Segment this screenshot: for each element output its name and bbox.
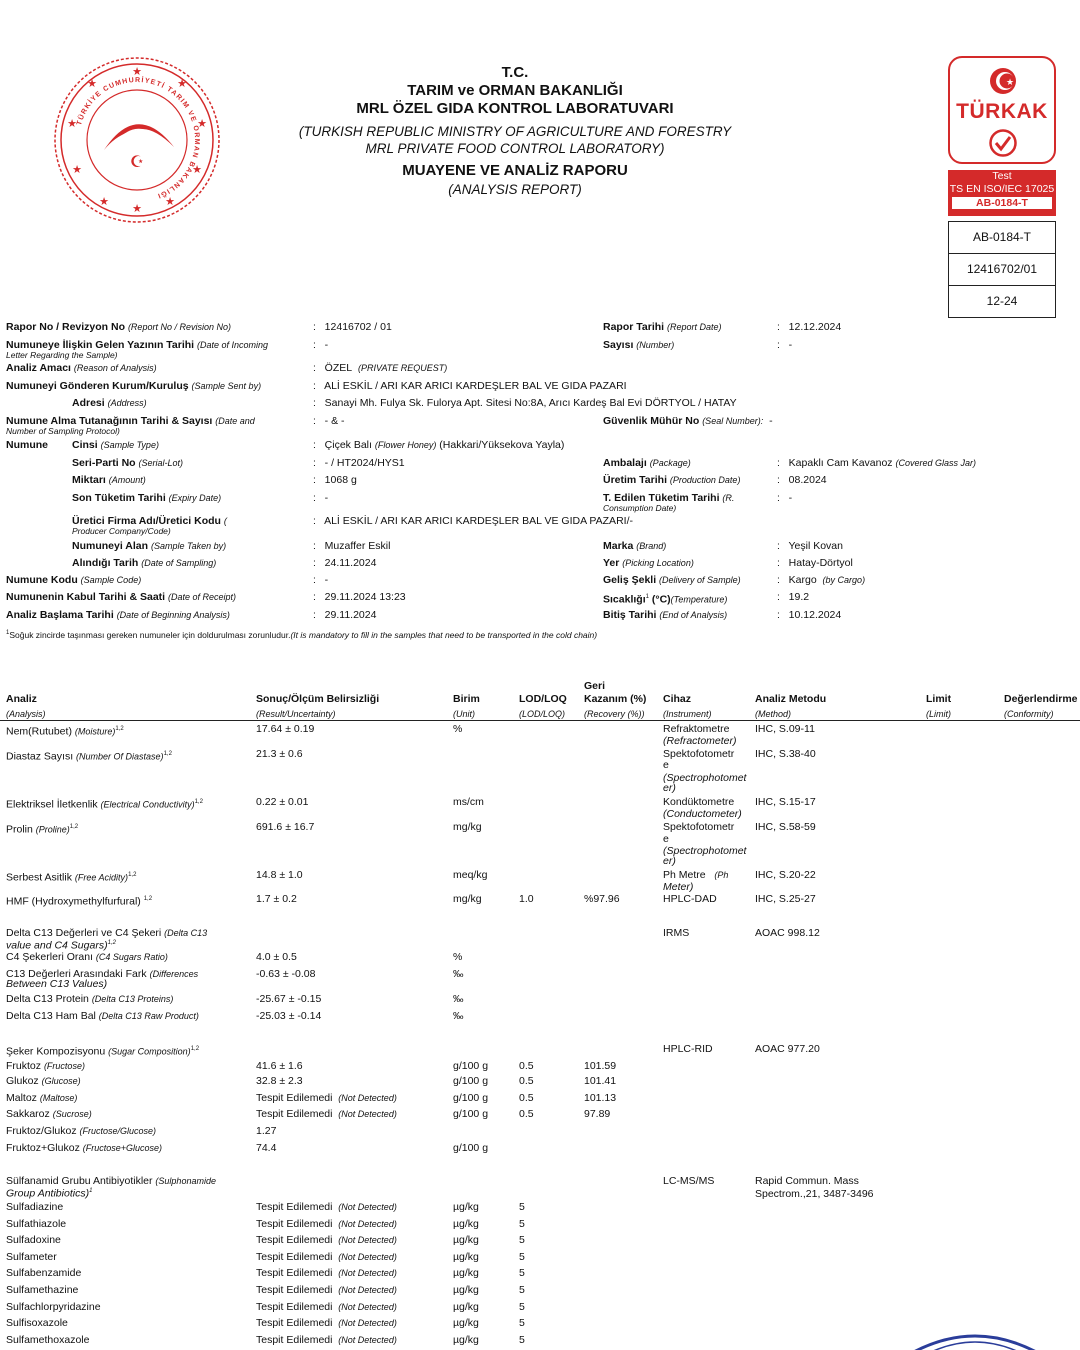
col-recovery-header-1: Geri xyxy=(584,680,606,692)
package-value: : Kapaklı Cam Kavanoz (Covered Glass Jar) xyxy=(777,457,977,469)
sulfo-row-result: Tespit Edilemedi (Not Detected) xyxy=(256,1300,397,1313)
turkak-name: TÜRKAK xyxy=(956,100,1048,123)
row-diastase-instrument: Spektofotometr xyxy=(663,748,735,760)
sulfo-row-result: Tespit Edilemedi (Not Detected) xyxy=(256,1284,397,1296)
col-method-header-en: (Method) xyxy=(755,709,792,719)
consumption-date-value: : - xyxy=(777,492,793,504)
sampling-protocol-value: : - & - xyxy=(313,415,345,427)
sugar-row-result: 1.27 xyxy=(256,1125,277,1137)
accreditation-number: AB-0184-T xyxy=(952,197,1052,209)
turkak-logo xyxy=(948,56,1056,164)
col-result-header: Sonuç/Ölçüm Belirsizliği xyxy=(256,693,380,705)
sulfo-row-name: Sulfisoxazole xyxy=(6,1317,68,1330)
stamp-partial-icon xyxy=(905,1330,1045,1350)
sugar-row-lod: 0.5 xyxy=(519,1108,534,1120)
report-no-label: Rapor No / Revizyon No (Report No / Revision No) xyxy=(6,321,231,333)
col-limit-header-en: (Limit) xyxy=(926,709,951,719)
letter-date-label: Numuneye İlişkin Gelen Yazının Tarihi (Date of Incoming xyxy=(6,339,269,351)
row-delta-instrument: IRMS xyxy=(663,927,690,939)
sugar-row-name: Fruktoz+Glukoz (Fructose+Glucose) xyxy=(6,1142,163,1154)
amount-label: Miktarı (Amount) xyxy=(72,474,146,486)
consumption-date-label-en: Consumption Date) xyxy=(603,503,677,513)
row-raw-name: Delta C13 Ham Bal (Delta C13 Raw Product) xyxy=(6,1010,199,1022)
row-delta-method: AOAC 998.12 xyxy=(755,927,820,939)
row-acidity-instrument-en: Meter) xyxy=(663,881,694,893)
number-value: : - xyxy=(777,339,793,351)
col-recovery-header-en: (Recovery (%)) xyxy=(584,709,645,719)
svg-text:★: ★ xyxy=(132,202,142,215)
sulfo-row-result: Tespit Edilemedi (Not Detected) xyxy=(256,1201,397,1213)
sugar-row-name: Glukoz (Glucose) xyxy=(6,1075,81,1087)
production-date-value: : 08.2024 xyxy=(777,474,827,486)
analysis-end-value: : 10.12.2024 xyxy=(777,609,842,621)
row-diastase-instrument-en: (Spectrophotomet xyxy=(663,772,747,784)
sulfo-row-unit: µg/kg xyxy=(453,1333,479,1346)
col-recovery-header-2: Kazanım (%) xyxy=(584,693,647,705)
cold-chain-footnote: $^1$Soğuk zincirde taşınması gereken numuneler için doldurulması zorunludur.(It is mandatory to fill in the samples that need to be transported in the cold chain) xyxy=(6,629,598,640)
header-tc: T.C. xyxy=(501,64,529,81)
number-label: Sayısı (Number) xyxy=(603,339,675,351)
col-analysis-header: Analiz xyxy=(6,693,37,705)
row-proline-instrument: Spektofotometr xyxy=(663,821,735,833)
svg-text:★: ★ xyxy=(165,195,175,208)
row-c13diff-name: C13 Değerleri Arasındaki Fark (Differences xyxy=(6,968,199,980)
sugar-row-recovery: 101.41 xyxy=(584,1075,617,1087)
row-raw-result: -25.03 ± -0.14 xyxy=(256,1010,322,1022)
row-sulfo-group-instrument: LC-MS/MS xyxy=(663,1175,715,1187)
table-header-divider xyxy=(0,720,1080,721)
row-proline-result: 691.6 ± 16.7 xyxy=(256,821,315,833)
sulfo-row-unit: µg/kg xyxy=(453,1284,479,1296)
row-hmf-unit: mg/kg xyxy=(453,893,482,905)
turkak-crescent-icon xyxy=(988,66,1018,96)
report-codes-box xyxy=(948,221,1056,318)
production-date-label: Üretim Tarihi (Production Date) xyxy=(603,474,741,486)
code-date: 12-24 xyxy=(986,294,1018,308)
row-proline-instrument-en: (Spectrophotomet xyxy=(663,845,747,857)
svg-text:TÜRKİYE CUMHURİYETİ TARIM VE O: TÜRKİYE CUMHURİYETİ TARIM VE ORMAN BAKANLIĞI xyxy=(75,76,201,200)
row-c4-unit: % xyxy=(453,951,463,963)
row-delta-name: Delta C13 Değerleri ve C4 Şekeri (Delta C13 xyxy=(6,927,208,939)
col-unit-header: Birim xyxy=(453,693,480,705)
consumption-date-label: T. Edilen Tüketim Tarihi (R. xyxy=(603,492,735,504)
col-instrument-header-en: (Instrument) xyxy=(663,709,712,719)
sugar-row-name: Sakkaroz (Sucrose) xyxy=(6,1108,92,1120)
sugar-row-name: Maltoz (Maltose) xyxy=(6,1092,78,1104)
row-c13diff-unit: ‰ xyxy=(453,968,464,980)
row-sugar-name: Şeker Kompozisyonu (Sugar Composition)$^{1,2}$ xyxy=(6,1045,200,1058)
sulfo-row-lod: 5 xyxy=(519,1267,525,1280)
col-conformity-header: Değerlendirme xyxy=(1004,693,1078,705)
row-proline-name: Prolin (Proline)$^{1,2}$ xyxy=(6,823,79,836)
sugar-row-result: 74.4 xyxy=(256,1142,277,1154)
sulfo-row-name: Sulfameter xyxy=(6,1250,57,1263)
ministry-seal-logo xyxy=(52,55,222,225)
col-lod-header: LOD/LOQ xyxy=(519,693,567,705)
col-instrument-header: Cihaz xyxy=(663,693,692,705)
sugar-row-unit: g/100 g xyxy=(453,1092,489,1104)
temperature-label: Sıcaklığı$^1$ (°C)(Temperature) xyxy=(603,593,728,606)
sulfo-row-lod: 5 xyxy=(519,1333,525,1346)
row-moisture-result: 17.64 ± 0.19 xyxy=(256,723,315,735)
sulfo-row-lod: 5 xyxy=(519,1250,525,1263)
location-label: Yer (Picking Location) xyxy=(603,557,694,569)
row-hmf-instrument: HPLC-DAD xyxy=(663,893,717,905)
sugar-row-result: Tespit Edilemedi (Not Detected) xyxy=(256,1108,397,1120)
sulfo-row-lod: 5 xyxy=(519,1284,525,1296)
row-c4-name: C4 Şekerleri Oranı (C4 Sugars Ratio) xyxy=(6,951,168,963)
sugar-row-result: 41.6 ± 1.6 xyxy=(256,1060,303,1072)
row-sulfo-group-method-2: Spectrom.,21, 3487-3496 xyxy=(755,1188,874,1200)
svg-text:★: ★ xyxy=(67,117,77,130)
sulfo-row-result: Tespit Edilemedi (Not Detected) xyxy=(256,1250,397,1263)
row-protein-result: -25.67 ± -0.15 xyxy=(256,993,322,1005)
expiry-date-value: : - xyxy=(313,492,329,504)
row-protein-unit: ‰ xyxy=(453,993,464,1005)
row-raw-unit: ‰ xyxy=(453,1010,464,1022)
sulfo-row-result: Tespit Edilemedi (Not Detected) xyxy=(256,1217,397,1230)
sulfo-row-result: Tespit Edilemedi (Not Detected) xyxy=(256,1333,397,1346)
svg-text:★: ★ xyxy=(177,77,187,90)
sample-code-value: : - xyxy=(313,574,329,586)
sugar-row-result: Tespit Edilemedi (Not Detected) xyxy=(256,1092,397,1104)
receipt-label: Numunenin Kabul Tarihi & Saati (Date of Receipt) xyxy=(6,591,237,603)
row-moisture-instrument: Refraktometre xyxy=(663,723,730,735)
col-result-header-en: (Result/Uncertainty) xyxy=(256,709,336,719)
col-conformity-header-en: (Conformity) xyxy=(1004,709,1054,719)
row-diastase-instrument-2: e xyxy=(663,759,669,771)
delivery-label: Geliş Şekli (Delivery of Sample) xyxy=(603,574,741,586)
accreditation-test: Test xyxy=(992,170,1012,182)
temperature-value: : 19.2 xyxy=(777,591,810,603)
sulfo-row-unit: µg/kg xyxy=(453,1300,479,1313)
svg-text:★: ★ xyxy=(197,117,207,130)
header-lab-en: MRL PRIVATE FOOD CONTROL LABORATORY) xyxy=(365,141,665,156)
row-acidity-unit: meq/kg xyxy=(453,869,488,881)
row-conductivity-name: Elektriksel İletkenlik (Electrical Conductivity)$^{1,2}$ xyxy=(6,798,203,811)
sugar-row-unit: g/100 g xyxy=(453,1142,489,1154)
code-accreditation: AB-0184-T xyxy=(949,222,1055,254)
row-c4-result: 4.0 ± 0.5 xyxy=(256,951,297,963)
report-title: MUAYENE VE ANALİZ RAPORU xyxy=(402,162,628,179)
sulfo-row-lod: 5 xyxy=(519,1300,525,1313)
letter-date-label-en: Letter Regarding the Sample) xyxy=(6,350,118,360)
row-acidity-method: IHC, S.20-22 xyxy=(755,869,816,881)
check-icon xyxy=(988,128,1018,158)
row-sulfo-group-name: Sülfanamid Grubu Antibiyotikler (Sulphonamide xyxy=(6,1175,216,1187)
sample-label: Numune xyxy=(6,439,48,451)
header-ministry: TARIM ve ORMAN BAKANLIĞI xyxy=(407,82,623,99)
row-moisture-instrument-en: (Refractometer) xyxy=(663,735,737,747)
row-acidity-name: Serbest Asitlik (Free Acidity)$^{1,2}$ xyxy=(6,871,137,884)
row-acidity-result: 14.8 ± 1.0 xyxy=(256,869,303,881)
svg-text:★: ★ xyxy=(99,195,109,208)
sugar-row-lod: 0.5 xyxy=(519,1092,534,1104)
code-report-number: 12416702/01 xyxy=(949,254,1055,286)
row-acidity-instrument: Ph Metre (Ph xyxy=(663,869,729,881)
brand-value: : Yeşil Kovan xyxy=(777,540,843,552)
row-sugar-instrument: HPLC-RID xyxy=(663,1043,713,1055)
svg-text:★: ★ xyxy=(87,77,97,90)
sampling-protocol-label-en: Number of Sampling Protocol) xyxy=(6,426,120,436)
svg-text:☪: ☪ xyxy=(129,152,145,171)
svg-text:★: ★ xyxy=(192,163,202,176)
col-unit-header-en: (Unit) xyxy=(453,709,475,719)
svg-text:★: ★ xyxy=(132,65,142,78)
sulfo-row-unit: µg/kg xyxy=(453,1234,479,1247)
sulfo-row-lod: 5 xyxy=(519,1201,525,1213)
taken-by-value: : Muzaffer Eskil xyxy=(313,540,391,552)
sugar-row-recovery: 97.89 xyxy=(584,1108,611,1120)
sugar-row-unit: g/100 g xyxy=(453,1108,489,1120)
row-proline-method: IHC, S.58-59 xyxy=(755,821,816,833)
sulfo-row-lod: 5 xyxy=(519,1317,525,1330)
purpose-label: Analiz Amacı (Reason of Analysis) xyxy=(6,362,157,374)
row-conductivity-method: IHC, S.15-17 xyxy=(755,796,816,808)
row-proline-unit: mg/kg xyxy=(453,821,482,833)
col-analysis-header-en: (Analysis) xyxy=(6,709,46,719)
sampling-protocol-label: Numune Alma Tutanağının Tarihi & Sayısı (Date and xyxy=(6,415,255,427)
package-label: Ambalajı (Package) xyxy=(603,457,691,469)
sulfo-row-result: Tespit Edilemedi (Not Detected) xyxy=(256,1317,397,1330)
sugar-row-result: 32.8 ± 2.3 xyxy=(256,1075,303,1087)
header-ministry-en: (TURKISH REPUBLIC MINISTRY OF AGRICULTURE AND FORESTRY xyxy=(298,124,732,139)
accreditation-box xyxy=(948,170,1056,216)
sulfo-row-lod: 5 xyxy=(519,1217,525,1230)
producer-label-en: Producer Company/Code) xyxy=(72,526,171,536)
row-conductivity-instrument: Kondüktometre xyxy=(663,796,735,808)
taken-by-label: Numuneyi Alan (Sample Taken by) xyxy=(72,540,227,552)
sulfo-row-name: Sulfabenzamide xyxy=(6,1267,82,1280)
sampling-date-value: : 24.11.2024 xyxy=(313,557,377,569)
analysis-start-label: Analiz Başlama Tarihi (Date of Beginning Analysis) xyxy=(6,609,230,621)
row-hmf-name: HMF (Hydroxymethylfurfural) $^{1,2}$ xyxy=(6,895,153,908)
sugar-row-recovery: 101.13 xyxy=(584,1092,617,1104)
row-diastase-result: 21.3 ± 0.6 xyxy=(256,748,303,760)
svg-text:★: ★ xyxy=(72,163,82,176)
row-moisture-method: IHC, S.09-11 xyxy=(755,723,815,735)
lot-label: Seri-Parti No (Serial-Lot) xyxy=(72,457,184,469)
header-lab: MRL ÖZEL GIDA KONTROL LABORATUVARI xyxy=(356,100,674,117)
producer-value: : ALİ ESKİL / ARI KAR ARICI KARDEŞLER BAL VE GIDA PAZARI/- xyxy=(313,515,633,527)
purpose-value: : ÖZEL (PRIVATE REQUEST) xyxy=(313,362,448,374)
row-c13diff-result: -0.63 ± -0.08 xyxy=(256,968,316,980)
sulfo-row-result: Tespit Edilemedi (Not Detected) xyxy=(256,1234,397,1247)
sender-label: Numuneyi Gönderen Kurum/Kuruluş (Sample Sent by) xyxy=(6,380,262,392)
row-hmf-lod: 1.0 xyxy=(519,893,534,905)
row-conductivity-instrument-en: (Conductometer) xyxy=(663,808,742,820)
sulfo-row-name: Sulfathiazole xyxy=(6,1217,67,1230)
analysis-end-label: Bitiş Tarihi (End of Analysis) xyxy=(603,609,728,621)
row-sugar-method: AOAC 977.20 xyxy=(755,1043,820,1055)
sulfo-row-name: Sulfadoxine xyxy=(6,1234,61,1247)
lot-value: : - / HT2024/HYS1 xyxy=(313,457,405,469)
sample-code-label: Numune Kodu (Sample Code) xyxy=(6,574,142,586)
sulfo-row-unit: µg/kg xyxy=(453,1250,479,1263)
row-sulfo-group-method: Rapid Commun. Mass xyxy=(755,1175,859,1187)
row-conductivity-result: 0.22 ± 0.01 xyxy=(256,796,309,808)
report-subtitle: (ANALYSIS REPORT) xyxy=(448,182,582,197)
report-no-value: : 12416702 / 01 xyxy=(313,321,392,333)
sulfo-row-name: Sulfamethazine xyxy=(6,1284,79,1296)
location-value: : Hatay-Dörtyol xyxy=(777,557,853,569)
sulfo-row-name: Sulfadiazine xyxy=(6,1201,64,1213)
row-moisture-unit: % xyxy=(453,723,463,735)
col-limit-header: Limit xyxy=(926,693,952,705)
sulfo-row-name: Sulfamethoxazole xyxy=(6,1333,90,1346)
analysis-start-value: : 29.11.2024 xyxy=(313,609,377,621)
sugar-row-lod: 0.5 xyxy=(519,1075,534,1087)
row-protein-name: Delta C13 Protein (Delta C13 Proteins) xyxy=(6,993,174,1005)
sulfo-row-name: Sulfachlorpyridazine xyxy=(6,1300,101,1313)
row-moisture-name: Nem(Rutubet) (Moisture)$^{1,2}$ xyxy=(6,725,124,738)
report-date-value: : 12.12.2024 xyxy=(777,321,842,333)
sugar-row-name: Fruktoz/Glukoz (Fructose/Glucose) xyxy=(6,1125,157,1137)
receipt-value: : 29.11.2024 13:23 xyxy=(313,591,406,603)
expiry-date-label: Son Tüketim Tarihi (Expiry Date) xyxy=(72,492,222,504)
row-conductivity-unit: ms/cm xyxy=(453,796,484,808)
sampling-date-label: Alındığı Tarih (Date of Sampling) xyxy=(72,557,217,569)
sugar-row-unit: g/100 g xyxy=(453,1060,489,1072)
sample-type-label: Cinsi (Sample Type) xyxy=(72,439,159,451)
row-diastase-method: IHC, S.38-40 xyxy=(755,748,816,760)
sugar-row-recovery: 101.59 xyxy=(584,1060,617,1072)
svg-text:★: ★ xyxy=(1005,78,1015,88)
col-method-header: Analiz Metodu xyxy=(755,693,827,705)
address-label: Adresi (Address) xyxy=(72,397,147,409)
producer-label: Üretici Firma Adı/Üretici Kodu ( xyxy=(72,515,227,527)
sulfo-row-unit: µg/kg xyxy=(453,1217,479,1230)
row-sulfo-group-name-en: Group Antibiotics)$^1$ xyxy=(6,1187,93,1200)
sulfo-row-result: Tespit Edilemedi (Not Detected) xyxy=(256,1267,397,1280)
sample-type-value: : Çiçek Balı (Flower Honey) (Hakkari/Yüksekova Yayla) xyxy=(313,439,565,451)
row-diastase-name: Diastaz Sayısı (Number Of Diastase)$^{1,2}$ xyxy=(6,750,172,763)
sugar-row-name: Fruktoz (Fructose) xyxy=(6,1060,85,1072)
sugar-row-unit: g/100 g xyxy=(453,1075,489,1087)
brand-label: Marka (Brand) xyxy=(603,540,667,552)
col-lod-header-en: (LOD/LOQ) xyxy=(519,709,566,719)
row-diastase-instrument-en-2: er) xyxy=(663,782,676,794)
row-delta-name-en: value and C4 Sugars)$^{1,2}$ xyxy=(6,939,116,952)
delivery-value: : Kargo (by Cargo) xyxy=(777,574,866,586)
row-c13diff-name-en: Between C13 Values) xyxy=(6,978,108,990)
letter-date-value: : - xyxy=(313,339,329,351)
sugar-row-lod: 0.5 xyxy=(519,1060,534,1072)
row-proline-instrument-en-2: er) xyxy=(663,855,676,867)
accreditation-standard: TS EN ISO/IEC 17025 xyxy=(949,183,1055,195)
row-proline-instrument-2: e xyxy=(663,833,669,845)
seal-number-label: Güvenlik Mühür No (Seal Number): - xyxy=(603,415,773,427)
amount-value: : 1068 g xyxy=(313,474,357,486)
sender-value: : ALİ ESKİL / ARI KAR ARICI KARDEŞLER BAL VE GIDA PAZARI xyxy=(313,380,627,392)
sulfo-row-unit: µg/kg xyxy=(453,1317,479,1330)
sulfo-row-unit: µg/kg xyxy=(453,1201,479,1213)
address-value: : Sanayi Mh. Fulya Sk. Fulorya Apt. Sitesi No:8A, Arıcı Kardeş Bal Evi DÖRTYOL / HATAY xyxy=(313,397,737,409)
sulfo-row-lod: 5 xyxy=(519,1234,525,1247)
row-hmf-result: 1.7 ± 0.2 xyxy=(256,893,297,905)
report-date-label: Rapor Tarihi (Report Date) xyxy=(603,321,722,333)
row-hmf-recovery: %97.96 xyxy=(584,893,620,905)
sulfo-row-unit: µg/kg xyxy=(453,1267,479,1280)
row-hmf-method: IHC, S.25-27 xyxy=(755,893,816,905)
